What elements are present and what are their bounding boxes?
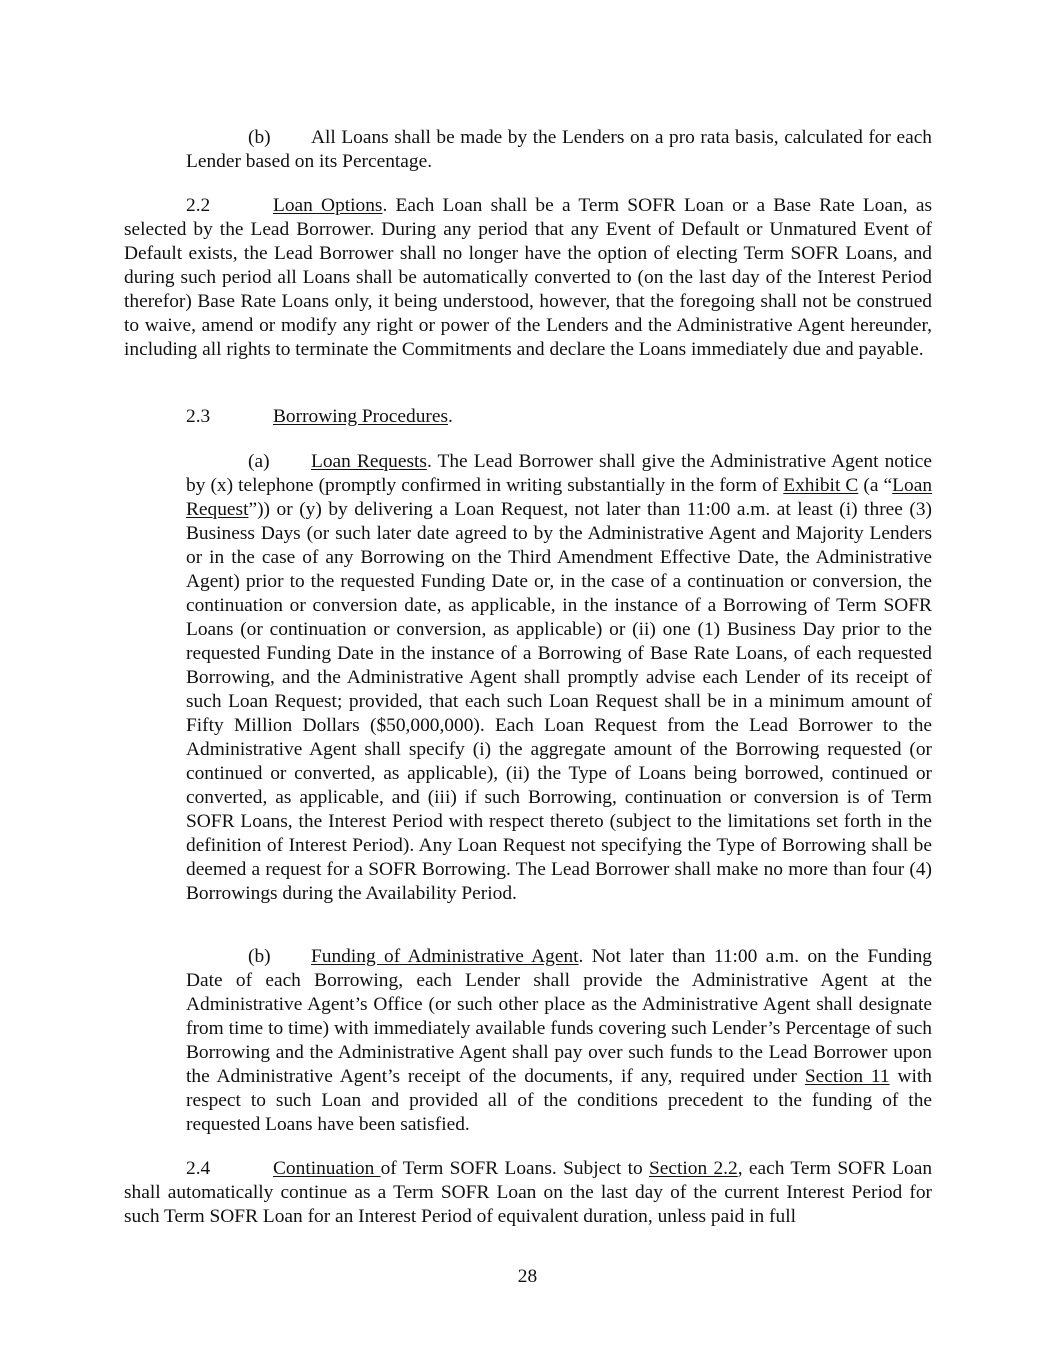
exhibit-c-reference: Exhibit C — [783, 475, 859, 496]
clause-heading: Funding of Administrative Agent — [311, 946, 579, 967]
clause-text: . The Lead Borrower shall give the Administrative Agent notice by (x) telephone (promptly confirmed in writing substantially in the form of — [186, 451, 932, 496]
section-number: 2.3 — [186, 406, 211, 427]
section-heading: Loan Options — [273, 195, 383, 216]
section-number: 2.4 — [186, 1158, 211, 1179]
clause-number: (a) — [248, 451, 270, 472]
section-text: , each Term SOFR Loan shall automatically continue as a Term SOFR Loan on the last day of the current Interest Period for such Term SOFR Loan for an Interest Period of equivalent duration, unless paid in full — [124, 1158, 933, 1227]
section-11-reference: Section 11 — [804, 1066, 890, 1087]
clause-number: (b) — [248, 127, 271, 148]
section-2-2 — [124, 194, 932, 362]
section-2-4 — [124, 1157, 932, 1229]
paragraph-2-3-a — [186, 450, 932, 906]
section-heading: Borrowing Procedures — [273, 406, 449, 427]
section-2-3 — [124, 405, 932, 429]
clause-text: . Not later than 11:00 a.m. on the Funding Date of each Borrowing, each Lender shall provide the Administrative Agent at the Administrative Agent’s Office (or such other place as the Administrative Agent shall designate from time to time) with immediately available funds covering such Lender’s Percentage of such Borrowing and the Administrative Agent shall pay over such funds to the Lead Borrower upon the Administrative Agent’s receipt of the documents, if any, required under — [186, 946, 932, 1087]
loan-request-term: Loan Request — [186, 475, 933, 520]
clause-text: All Loans shall be made by the Lenders on a pro rata basis, calculated for each Lender based on its Percentage. — [186, 127, 932, 172]
section-number: 2.2 — [186, 195, 211, 216]
paragraph-2-3-b — [186, 945, 932, 1137]
clause-text: ”)) or (y) by delivering a Loan Request, not later than 11:00 a.m. at least (i) three (3) Business Days (or such later date agreed to by the Administrative Agent and Majority Lenders or in the case of any Borrowing on the Third Amendment Effective Date, the Administrative Agent) prior to the requested Funding Date or, in the case of a continuation or conversion, the continuation or conversion date, as applicable, in the instance of a Borrowing of Term SOFR Loans (or continuation or conversion, as applicable) or (ii) one (1) Business Day prior to the requested Funding Date in the instance of a Borrowing of Base Rate Loans, of each requested Borrowing, and the Administrative Agent shall promptly advise each Lender of its receipt of such Loan Request; provided, that each such Loan Request shall be in a minimum amount of Fifty Million Dollars ($50,000,000). Each Loan Request from the Lead Borrower to the Administrative Agent shall specify (i) the aggregate amount of the Borrowing requested (or continued or converted, as applicable), (ii) the Type of Loans being borrowed, continued or converted, as applicable, and (iii) if such Borrowing, continuation or conversion is of Term SOFR Loans, the Interest Period with respect thereto (subject to the limitations set forth in the definition of Interest Period). Any Loan Request not specifying the Type of Borrowing shall be deemed a request for a SOFR Borrowing. The Lead Borrower shall make no more than four (4) Borrowings during the Availability Period. — [186, 499, 932, 904]
section-text: . — [448, 406, 453, 427]
section-2-2-reference: Section 2.2 — [648, 1158, 738, 1179]
clause-text: (a “ — [858, 475, 893, 496]
clause-number: (b) — [248, 946, 271, 967]
section-text: of Term SOFR Loans. Subject to — [380, 1158, 649, 1179]
clause-text: with respect to such Loan and provided all of the conditions precedent to the funding of the requested Loans have been satisfied. — [186, 1066, 932, 1135]
page-number: 28 — [517, 1266, 538, 1287]
paragraph-2-1-b — [186, 126, 932, 174]
section-text: . Each Loan shall be a Term SOFR Loan or a Base Rate Loan, as selected by the Lead Borrower. During any period that any Event of Default or Unmatured Event of Default exists, the Lead Borrower shall no longer have the option of electing Term SOFR Loans, and during such period all Loans shall be automatically converted to (on the last day of the Interest Period therefor) Base Rate Loans only, it being understood, however, that the foregoing shall not be construed to waive, amend or modify any right or power of the Lenders and the Administrative Agent hereunder, including all rights to terminate the Commitments and declare the Loans immediately due and payable. — [124, 195, 932, 360]
section-heading: Continuation — [273, 1158, 381, 1179]
clause-heading: Loan Requests — [311, 451, 427, 472]
